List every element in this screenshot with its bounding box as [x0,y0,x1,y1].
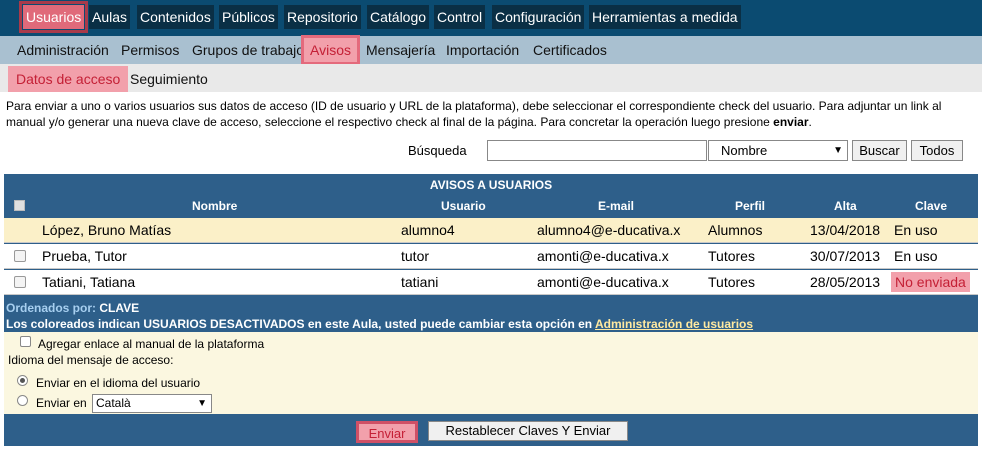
options-section [4,332,978,414]
search-label: Búsqueda [408,143,467,158]
radio-enviar-en-label: Enviar en [36,396,87,410]
row-checkbox[interactable] [14,276,26,288]
radio-user-language[interactable] [17,375,28,386]
sorted-by-value: CLAVE [99,301,140,315]
search-input[interactable] [487,140,707,161]
search-field-select[interactable] [708,140,848,161]
topnav-usuarios[interactable]: Usuarios [23,5,84,29]
todos-button[interactable]: Todos [911,140,963,161]
header-alta[interactable]: Alta [834,199,857,213]
avisos-panel [4,174,978,446]
idioma-label: Idioma del mensaje de acceso: [8,353,174,367]
cell-perfil: Tutores [708,248,755,264]
sub-navigation [0,36,982,64]
header-email[interactable]: E-mail [598,199,635,213]
top-navigation [0,0,982,36]
enviar-button[interactable]: Enviar [356,421,418,443]
cell-nombre: López, Bruno Matías [42,222,172,238]
cell-usuario: tatiani [401,274,439,290]
language-select-value: Català [96,396,131,410]
topnav-herramientas[interactable]: Herramientas a medida [589,5,741,29]
third-navigation [0,64,982,92]
cell-nombre: Prueba, Tutor [42,248,127,264]
topnav-catalogo[interactable]: Catálogo [367,5,429,29]
cell-nombre: Tatiani, Tatiana [42,274,136,290]
topnav-configuracion[interactable]: Configuración [492,5,584,29]
topnav-contenidos[interactable]: Contenidos [137,5,214,29]
sorted-by [6,301,139,315]
header-perfil[interactable]: Perfil [735,199,766,213]
select-all-checkbox[interactable] [14,200,25,211]
panel-title: AVISOS A USUARIOS [429,178,553,192]
radio-user-language-label: Enviar en el idioma del usuario [36,376,201,390]
table-row [4,270,978,295]
subnav-mensajeria[interactable]: Mensajería [366,42,436,58]
subnav-certificados[interactable]: Certificados [533,42,607,58]
subnav-avisos[interactable]: Avisos [304,38,357,62]
topnav-publicos[interactable]: Públicos [219,5,278,29]
cell-clave: En uso [894,248,938,264]
cell-usuario: tutor [401,248,430,264]
table-row [4,218,978,243]
manual-label: Agregar enlace al manual de la plataforma [38,337,265,351]
topnav-control[interactable]: Control [434,5,485,29]
table-row [4,244,978,269]
cell-alta: 28/05/2013 [810,274,881,290]
topnav-repositorio[interactable]: Repositorio [284,5,361,29]
subnav-grupos[interactable]: Grupos de trabajo [192,42,305,58]
cell-alta: 30/07/2013 [810,248,881,264]
cell-perfil: Alumnos [708,222,763,238]
sorted-by-label: Ordenados por: [6,301,97,315]
colored-note [6,317,753,331]
buscar-button[interactable]: Buscar [852,140,907,161]
cell-email: amonti@e-ducativa.x [537,274,669,290]
manual-checkbox[interactable] [20,336,31,347]
subnav-importacion[interactable]: Importación [446,42,520,58]
admin-usuarios-link[interactable]: Administración de usuarios [595,317,754,331]
topnav-aulas[interactable]: Aulas [89,5,130,29]
intro-text-2: . [808,115,812,129]
restablecer-button[interactable]: Restablecer Claves Y Enviar [428,421,628,441]
intro-text [6,98,966,130]
search-select-value: Nombre [721,143,768,158]
radio-enviar-en[interactable] [17,395,28,406]
cell-clave: En uso [894,222,938,238]
chevron-down-icon: ▼ [197,398,207,409]
tab-seguimiento[interactable]: Seguimiento [130,71,208,87]
table-header [4,196,978,216]
header-clave[interactable]: Clave [915,199,948,213]
colored-note-text: Los coloreados indican USUARIOS DESACTIVADOS en este Aula, usted puede cambiar esta opción en [6,317,596,331]
intro-bold: enviar [773,115,809,129]
cell-alta: 13/04/2018 [810,222,881,238]
cell-usuario: alumno4 [401,222,455,238]
row-checkbox[interactable] [14,250,26,262]
header-nombre[interactable]: Nombre [192,199,238,213]
tab-datos-de-acceso[interactable]: Datos de acceso [8,66,128,92]
chevron-down-icon: ▼ [833,145,843,156]
cell-email: alumno4@e-ducativa.x [537,222,681,238]
header-usuario[interactable]: Usuario [441,199,486,213]
subnav-administracion[interactable]: Administración [17,42,109,58]
intro-text-1: Para enviar a uno o varios usuarios sus datos de acceso (ID de usuario y URL de la plataforma), debe seleccionar el correspondiente check del usuario. Para adjuntar un link al manual y/o generar una nueva clave de acceso, seleccione el respectivo check al final de la página. Para concretar la operación luego presione [6,99,942,129]
cell-email: amonti@e-ducativa.x [537,248,669,264]
cell-perfil: Tutores [708,274,755,290]
subnav-permisos[interactable]: Permisos [121,42,180,58]
language-select[interactable] [92,394,212,413]
clave-status-badge: No enviada [891,272,970,292]
